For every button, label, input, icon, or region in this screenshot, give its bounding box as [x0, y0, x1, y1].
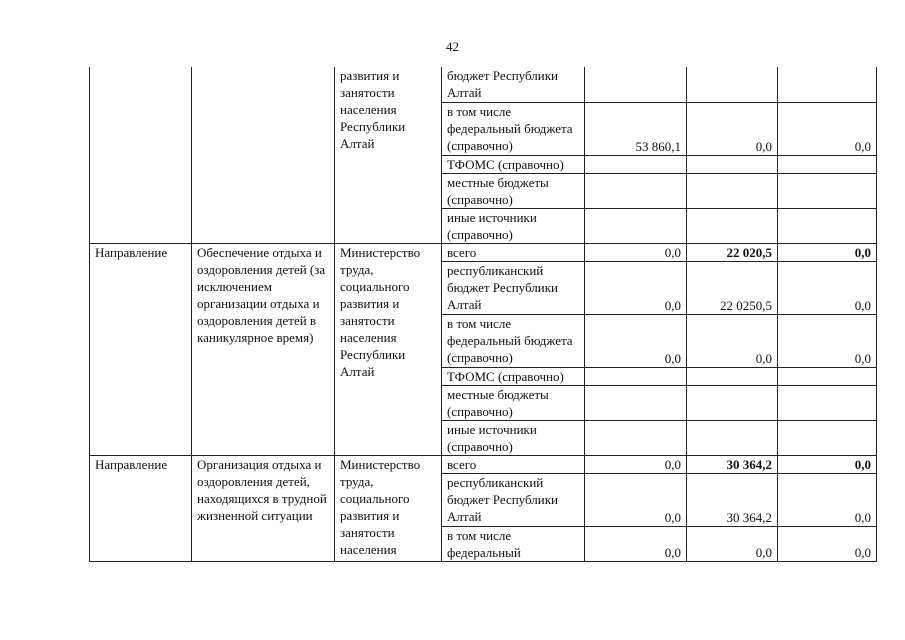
value-cell: 0,0	[778, 314, 877, 367]
source-cell: республиканский бюджет Республики Алтай	[442, 473, 585, 526]
source-cell: республиканский бюджет Республики Алтай	[442, 261, 585, 314]
source-cell: иные источники (справочно)	[442, 420, 585, 455]
value-cell	[687, 420, 778, 455]
source-cell: ТФОМС (справочно)	[442, 155, 585, 173]
value-cell	[778, 155, 877, 173]
value-cell	[585, 208, 687, 243]
value-cell	[778, 173, 877, 208]
value-cell: 0,0	[778, 455, 877, 473]
value-cell: 0,0	[585, 526, 687, 561]
type-cell: Направление	[90, 455, 192, 561]
value-cell: 0,0	[778, 243, 877, 261]
source-cell: ТФОМС (справочно)	[442, 367, 585, 385]
value-cell: 0,0	[585, 455, 687, 473]
value-cell: 22 020,5	[687, 243, 778, 261]
value-cell	[585, 173, 687, 208]
value-cell: 22 0250,5	[687, 261, 778, 314]
source-cell: всего	[442, 455, 585, 473]
value-cell: 0,0	[585, 314, 687, 367]
value-cell	[585, 420, 687, 455]
title-cell: Обеспечение отдыха и оздоровления детей (за исключением организации отдыха и оздоровления детей в каникулярное время)	[192, 243, 335, 455]
source-cell: в том числе федеральный бюджета (справочно)	[442, 102, 585, 155]
value-cell: 30 364,2	[687, 473, 778, 526]
value-cell: 0,0	[687, 314, 778, 367]
value-cell	[687, 208, 778, 243]
responsible-cell: развития и занятости населения Республики Алтай	[335, 67, 442, 243]
source-cell: иные источники (справочно)	[442, 208, 585, 243]
value-cell	[778, 420, 877, 455]
value-cell	[778, 208, 877, 243]
value-cell: 0,0	[585, 473, 687, 526]
value-cell: 0,0	[585, 243, 687, 261]
value-cell	[687, 367, 778, 385]
value-cell	[778, 367, 877, 385]
budget-table	[89, 67, 877, 562]
value-cell	[687, 155, 778, 173]
value-cell: 30 364,2	[687, 455, 778, 473]
value-cell: 53 860,1	[585, 102, 687, 155]
value-cell	[687, 173, 778, 208]
value-cell	[585, 367, 687, 385]
value-cell	[585, 385, 687, 420]
value-cell: 0,0	[687, 526, 778, 561]
value-cell: 0,0	[778, 526, 877, 561]
responsible-cell: Министерство труда, социального развития и занятости населения	[335, 455, 442, 561]
title-cell: Организация отдыха и оздоровления детей, находящихся в трудной жизненной ситуации	[192, 455, 335, 561]
source-cell: в том числе федеральный бюджета (справочно)	[442, 314, 585, 367]
value-cell	[778, 385, 877, 420]
table-row	[90, 455, 877, 473]
source-cell: местные бюджеты (справочно)	[442, 385, 585, 420]
value-cell: 0,0	[778, 473, 877, 526]
responsible-cell: Министерство труда, социального развития и занятости населения Республики Алтай	[335, 243, 442, 455]
page-number: 42	[446, 39, 459, 54]
value-cell: 0,0	[687, 102, 778, 155]
value-cell	[778, 67, 877, 102]
value-cell	[585, 67, 687, 102]
title-cell	[192, 67, 335, 243]
value-cell	[585, 155, 687, 173]
value-cell	[687, 67, 778, 102]
source-cell: местные бюджеты (справочно)	[442, 173, 585, 208]
type-cell	[90, 67, 192, 243]
source-cell: бюджет Республики Алтай	[442, 67, 585, 102]
type-cell: Направление	[90, 243, 192, 455]
source-cell: в том числе федеральный	[442, 526, 585, 561]
value-cell	[687, 385, 778, 420]
source-cell: всего	[442, 243, 585, 261]
value-cell: 0,0	[778, 261, 877, 314]
value-cell: 0,0	[585, 261, 687, 314]
value-cell: 0,0	[778, 102, 877, 155]
table-row	[90, 67, 877, 102]
table-row	[90, 243, 877, 261]
